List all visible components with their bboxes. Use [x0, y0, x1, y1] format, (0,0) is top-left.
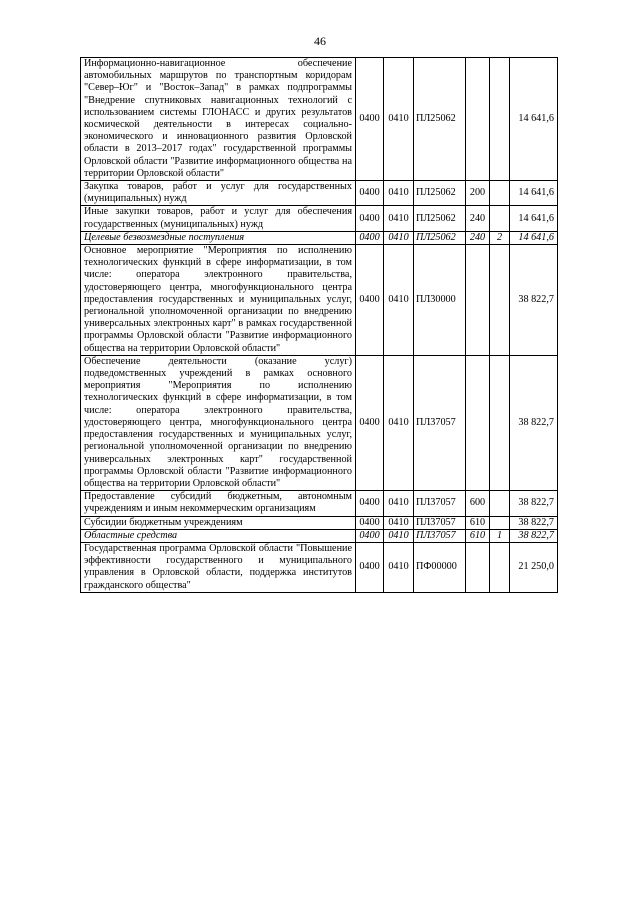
- expense-type-code: 240: [466, 231, 490, 244]
- target-article-code: ПЛ25062: [414, 206, 466, 231]
- target-article-code: ПЛ30000: [414, 245, 466, 356]
- row-name: Областные средства: [81, 529, 356, 542]
- target-article-code: ПЛ37057: [414, 516, 466, 529]
- subsection-code: 0410: [384, 231, 414, 244]
- funding-source-code: [490, 491, 510, 516]
- amount: 14 641,6: [510, 58, 558, 181]
- section-code: 0400: [356, 231, 384, 244]
- expense-type-code: 600: [466, 491, 490, 516]
- section-code: 0400: [356, 181, 384, 206]
- row-name: Субсидии бюджетным учреждениям: [81, 516, 356, 529]
- amount: 38 822,7: [510, 516, 558, 529]
- section-code: 0400: [356, 516, 384, 529]
- table-row: [81, 58, 558, 181]
- amount: 14 641,6: [510, 181, 558, 206]
- section-code: 0400: [356, 245, 384, 356]
- page-number: 46: [314, 34, 326, 48]
- funding-source-code: [490, 181, 510, 206]
- row-name: Основное мероприятие "Мероприятия по исполнению технологических функций в сфере информатизации, в том числе: оператора электронного правительства, удостоверяющего центра, многофункционального центра предоставления государственных и муниципальных услуг, региональной уполномоченной организации по внедрению универсальных электронных карт" в рамках государственной программы Орловской области "Развитие информационного общества на территории Орловской области": [81, 245, 356, 356]
- expense-type-code: 240: [466, 206, 490, 231]
- row-name: Закупка товаров, работ и услуг для государственных (муниципальных) нужд: [81, 181, 356, 206]
- row-name: Государственная программа Орловской области "Повышение эффективности государственного и муниципального управления в Орловской области, поддержка институтов гражданского общества": [81, 542, 356, 592]
- subsection-code: 0410: [384, 491, 414, 516]
- expense-type-code: [466, 58, 490, 181]
- budget-table: [80, 57, 558, 593]
- row-name: Предоставление субсидий бюджетным, автономным учреждениям и иным некоммерческим организациям: [81, 491, 356, 516]
- funding-source-code: [490, 355, 510, 490]
- expense-type-code: 200: [466, 181, 490, 206]
- section-code: 0400: [356, 355, 384, 490]
- subsection-code: 0410: [384, 245, 414, 356]
- section-code: 0400: [356, 491, 384, 516]
- target-article-code: ПЛ37057: [414, 355, 466, 490]
- section-code: 0400: [356, 206, 384, 231]
- target-article-code: ПЛ37057: [414, 529, 466, 542]
- table-row: [81, 529, 558, 542]
- amount: 38 822,7: [510, 355, 558, 490]
- section-code: 0400: [356, 58, 384, 181]
- target-article-code: ПФ00000: [414, 542, 466, 592]
- amount: 38 822,7: [510, 491, 558, 516]
- expense-type-code: [466, 542, 490, 592]
- funding-source-code: 2: [490, 231, 510, 244]
- amount: 21 250,0: [510, 542, 558, 592]
- subsection-code: 0410: [384, 206, 414, 231]
- target-article-code: ПЛ37057: [414, 491, 466, 516]
- table-row: [81, 491, 558, 516]
- table-row: [81, 516, 558, 529]
- subsection-code: 0410: [384, 181, 414, 206]
- funding-source-code: [490, 542, 510, 592]
- expense-type-code: [466, 245, 490, 356]
- funding-source-code: [490, 245, 510, 356]
- funding-source-code: 1: [490, 529, 510, 542]
- target-article-code: ПЛ25062: [414, 181, 466, 206]
- subsection-code: 0410: [384, 516, 414, 529]
- amount: 38 822,7: [510, 245, 558, 356]
- funding-source-code: [490, 516, 510, 529]
- amount: 14 641,6: [510, 206, 558, 231]
- expense-type-code: 610: [466, 529, 490, 542]
- target-article-code: ПЛ25062: [414, 58, 466, 181]
- table-row: [81, 181, 558, 206]
- funding-source-code: [490, 58, 510, 181]
- expense-type-code: 610: [466, 516, 490, 529]
- table-row: [81, 231, 558, 244]
- subsection-code: 0410: [384, 542, 414, 592]
- table-row: [81, 355, 558, 490]
- row-name: Обеспечение деятельности (оказание услуг) подведомственных учреждений в рамках основного мероприятия "Мероприятия по исполнению технологических функций в сфере информатизации, в том числе: оператора электронного правительства, удостоверяющего центра, многофункционального центра предоставления государственных и муниципальных услуг, региональной уполномоченной организации по внедрению универсальных электронных карт" государственной программы Орловской области "Развитие информационного общества на территории Орловской области": [81, 355, 356, 490]
- row-name: Целевые безвозмездные поступления: [81, 231, 356, 244]
- subsection-code: 0410: [384, 529, 414, 542]
- section-code: 0400: [356, 542, 384, 592]
- table-row: [81, 245, 558, 356]
- section-code: 0400: [356, 529, 384, 542]
- row-name: Информационно-навигационное обеспечение автомобильных маршрутов по транспортным коридорам "Север–Юг" и "Восток–Запад" в рамках подпрограммы "Внедрение спутниковых навигационных технологий с использованием системы ГЛОНАСС и других результатов космической деятельности в интересах социально-экономического и инновационного развития Орловской области в 2013–2017 годах" государственной программы Орловской области "Развитие информационного общества на территории Орловской области": [81, 58, 356, 181]
- amount: 38 822,7: [510, 529, 558, 542]
- table-row: [81, 206, 558, 231]
- target-article-code: ПЛ25062: [414, 231, 466, 244]
- subsection-code: 0410: [384, 58, 414, 181]
- amount: 14 641,6: [510, 231, 558, 244]
- table-row: [81, 542, 558, 592]
- funding-source-code: [490, 206, 510, 231]
- subsection-code: 0410: [384, 355, 414, 490]
- expense-type-code: [466, 355, 490, 490]
- row-name: Иные закупки товаров, работ и услуг для обеспечения государственных (муниципальных) нужд: [81, 206, 356, 231]
